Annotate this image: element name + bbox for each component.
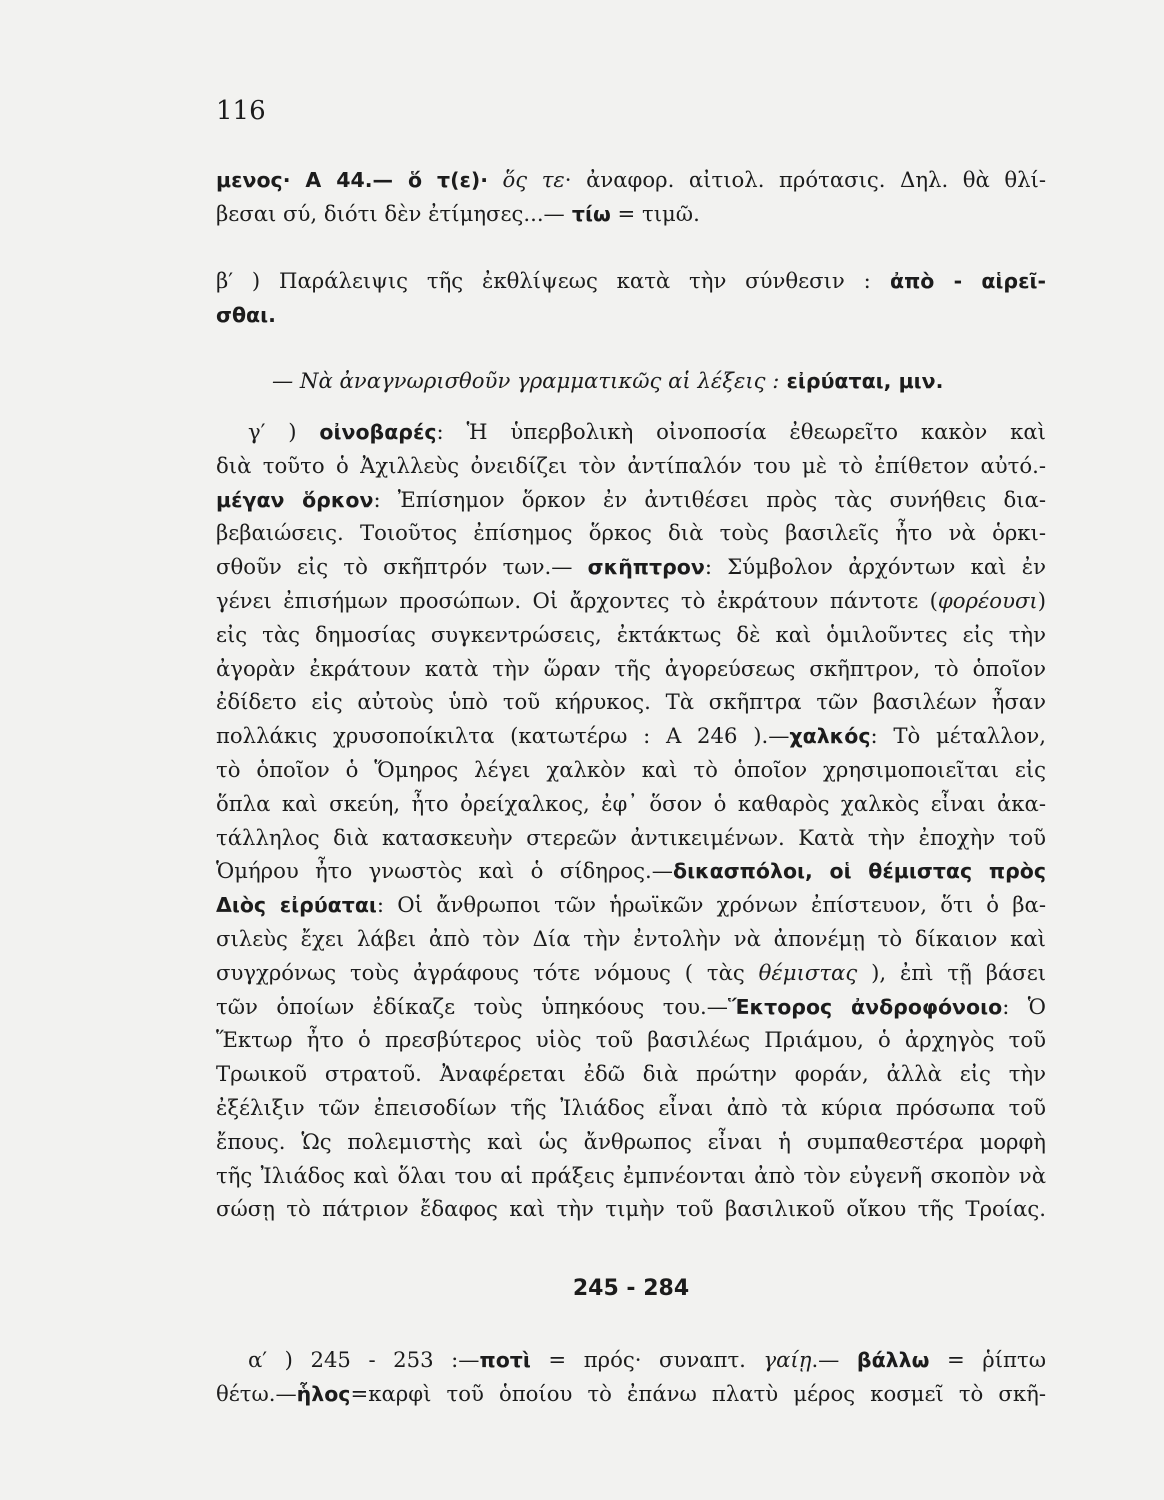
text-line: α′ ) 245 - 253 :—ποτὶ = πρός· συναπτ. γαίῃ.— βάλλω = ῥίπτω [248,1347,1046,1372]
text-line: τῶν ὁποίων ἐδίκαζε τοὺς ὑπηκόους του.—Ἕκτορος ἀνδροφόνοιο: Ὁ [216,993,1046,1019]
paragraph-beta [216,264,1046,332]
text-line: συγχρόνως τοὺς ἀγράφους τότε νόμους ( τὰς θέμιστας ), ἐπὶ τῇ βάσει [216,959,1047,985]
paragraph-alpha [216,1343,1046,1411]
text-line: Ὁμήρου ἦτο γνωστὸς καὶ ὁ σίδηρος.—δικασπόλοι, οἱ θέμιστας πρὸς [216,858,1047,884]
paragraph-exercise [216,364,1046,398]
text-line: τάλληλος διὰ κατασκευὴν στερεῶν ἀντικειμένων. Κατὰ τὴν ἐποχὴν τοῦ [216,824,1046,850]
text-line: διὰ τοῦτο ὁ Ἀχιλλεὺς ὀνειδίζει τὸν ἀντίπαλόν του μὲ τὸ ἐπίθετον αὐτό.- [216,452,1046,478]
text-line: βεβαιώσεις. Τοιοῦτος ἐπίσημος ὅρκος διὰ τοὺς βασιλεῖς ἦτο νὰ ὁρκι- [216,520,1046,546]
text-line: πολλάκις χρυσοποίκιλτα (κατωτέρω : Α 246 ).—χαλκός: Τὸ μέταλλον, [216,723,1047,749]
page-number: 116 [216,96,266,126]
text-line: ὅπλα καὶ σκεύη, ἦτο ὀρείχαλκος, ἐφ᾽ ὅσον ὁ καθαρὸς χαλκὸς εἶναι ἀκα- [216,790,1046,816]
paragraph-intro [216,163,1046,231]
text-line: μέγαν ὅρκον: Ἐπίσημον ὅρκον ἐν ἀντιθέσει πρὸς τὰς συνήθεις δια- [216,486,1046,512]
text-line: ἔπους. Ὡς πολεμιστὴς καὶ ὡς ἄνθρωπος εἶναι ἡ συμπαθεστέρα μορφὴ [216,1128,1046,1154]
text-line: σθαι. [216,302,276,327]
text-line: ἐδίδετο εἰς αὐτοὺς ὑπὸ τοῦ κήρυκος. Τὰ σκῆπτρα τῶν βασιλέων ἦσαν [216,689,1046,715]
text-line: ἀγορὰν ἐκράτουν κατὰ τὴν ὥραν τῆς ἀγορεύσεως σκῆπτρον, τὸ ὁποῖον [216,655,1046,681]
text-line: β′ ) Παράλειψις τῆς ἐκθλίψεως κατὰ τὴν σύνθεσιν : ἀπὸ - αἱρεῖ- [216,268,1046,293]
text-line: σώσῃ τὸ πάτριον ἔδαφος καὶ τὴν τιμὴν τοῦ βασιλικοῦ οἴκου τῆς Τροίας. [216,1196,1046,1222]
text-line: μενος· Α 44.— ὅ τ(ε)· ὅς τε· ἀναφορ. αἰτιολ. πρότασις. Δηλ. θὰ θλί- [216,167,1046,192]
text-line: σθοῦν εἰς τὸ σκῆπτρόν των.— σκῆπτρον: Σύμβολον ἀρχόντων καὶ ἐν [216,554,1046,580]
text-line: εἰς τὰς δημοσίας συγκεντρώσεις, ἐκτάκτως δὲ καὶ ὁμιλοῦντες εἰς τὴν [216,621,1046,647]
text-line: γένει ἐπισήμων προσώπων. Οἱ ἄρχοντες τὸ ἐκράτουν πάντοτε (φορέουσι) [216,587,1046,613]
text-line: βεσαι σύ, διότι δὲν ἐτίμησες...— τίω = τιμῶ. [216,200,700,226]
paragraph-gamma [216,415,1046,1226]
text-line: Διὸς εἰρύαται: Οἱ ἄνθρωποι τῶν ἡρωϊκῶν χρόνων ἐπίστευον, ὅτι ὁ βα- [216,892,1046,918]
text-line: Τρωικοῦ στρατοῦ. Ἀναφέρεται ἐδῶ διὰ πρώτην φοράν, ἀλλὰ εἰς τὴν [216,1061,1046,1087]
section-heading: 245 - 284 [572,1276,690,1301]
text-line: τὸ ὁποῖον ὁ Ὅμηρος λέγει χαλκὸν καὶ τὸ ὁποῖον χρησιμοποιεῖται εἰς [216,756,1046,782]
text-line: Ἕκτωρ ἦτο ὁ πρεσβύτερος υἱὸς τοῦ βασιλέως Πριάμου, ὁ ἀρχηγὸς τοῦ [216,1027,1046,1053]
text-line: — Νὰ ἀναγνωρισθοῦν γραμματικῶς αἱ λέξεις : εἰρύαται, μιν. [272,368,944,393]
text-line: τῆς Ἰλιάδος καὶ ὅλαι του αἱ πράξεις ἐμπνέονται ἀπὸ τὸν εὐγενῆ σκοπὸν νὰ [216,1162,1046,1188]
text-line: σιλεὺς ἔχει λάβει ἀπὸ τὸν Δία τὴν ἐντολὴν νὰ ἀπονέμῃ τὸ δίκαιον καὶ [216,925,1046,951]
text-line: θέτω.—ἧλος=καρφὶ τοῦ ὁποίου τὸ ἐπάνω πλατὺ μέρος κοσμεῖ τὸ σκῆ- [216,1380,1046,1406]
text-line: ἐξέλιξιν τῶν ἐπεισοδίων τῆς Ἰλιάδος εἶναι ἀπὸ τὰ κύρια πρόσωπα τοῦ [216,1094,1046,1120]
text-line: γ′ ) οἰνοβαρές: Ἡ ὑπερβολικὴ οἰνοποσία ἐθεωρεῖτο κακὸν καὶ [248,419,1046,444]
